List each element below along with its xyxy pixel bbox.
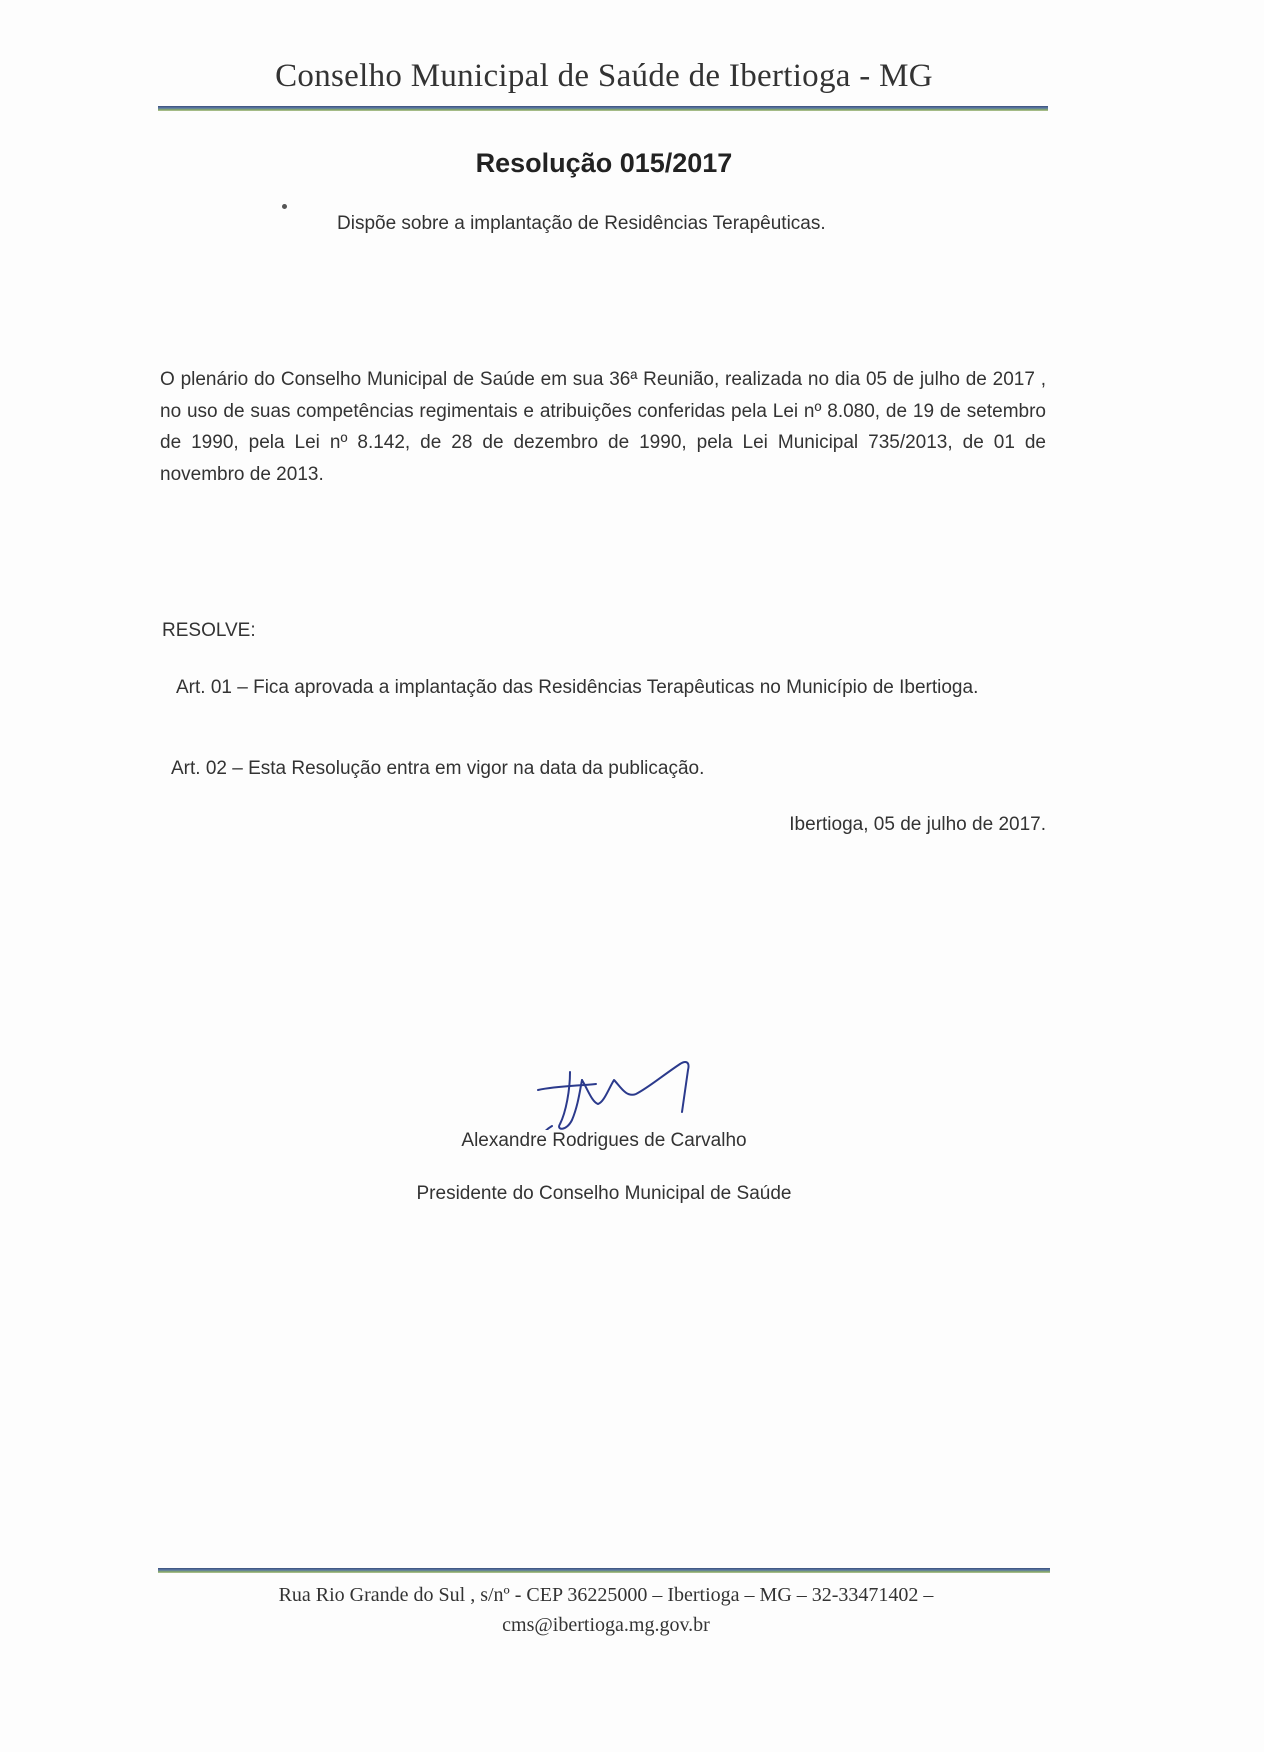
scan-speck [282,204,287,209]
signer-name: Alexandre Rodrigues de Carvalho [461,1130,747,1151]
preamble-paragraph: O plenário do Conselho Municipal de Saúde em sua 36ª Reunião, realizada no dia 05 de julho de 2017 , no uso de suas competências regimentais e atribuições conferidas pela Lei nº 8.080, de 19 de setembro de 1990, pela Lei nº 8.142, de 28 de dezembro de 1990, pela Lei Municipal 735/2013, de 01 de novembro de 2013. [160,369,1046,485]
footer [160,1580,1052,1640]
resolution-ementa: Dispõe sobre a implantação de Residências Terapêuticas. [337,213,826,234]
footer-email: cms@ibertioga.mg.gov.br [502,1614,710,1636]
signer-role: Presidente do Conselho Municipal de Saúde [416,1183,792,1204]
handwritten-signature [536,1050,716,1130]
council-header-title: Conselho Municipal de Saúde de Ibertioga - MG [275,58,933,94]
place-date: Ibertioga, 05 de julho de 2017. [789,814,1046,835]
article-2: Art. 02 – Esta Resolução entra em vigor na data da publicação. [171,758,705,779]
article-1: Art. 01 – Fica aprovada a implantação das Residências Terapêuticas no Município de Ibertioga. [176,677,979,698]
header-divider [158,106,1048,111]
resolution-title: Resolução 015/2017 [475,148,733,178]
footer-address: Rua Rio Grande do Sul , s/nº - CEP 36225000 – Ibertioga – MG – 32-33471402 – [278,1584,934,1606]
footer-divider [158,1568,1050,1573]
resolve-label: RESOLVE: [162,620,256,641]
